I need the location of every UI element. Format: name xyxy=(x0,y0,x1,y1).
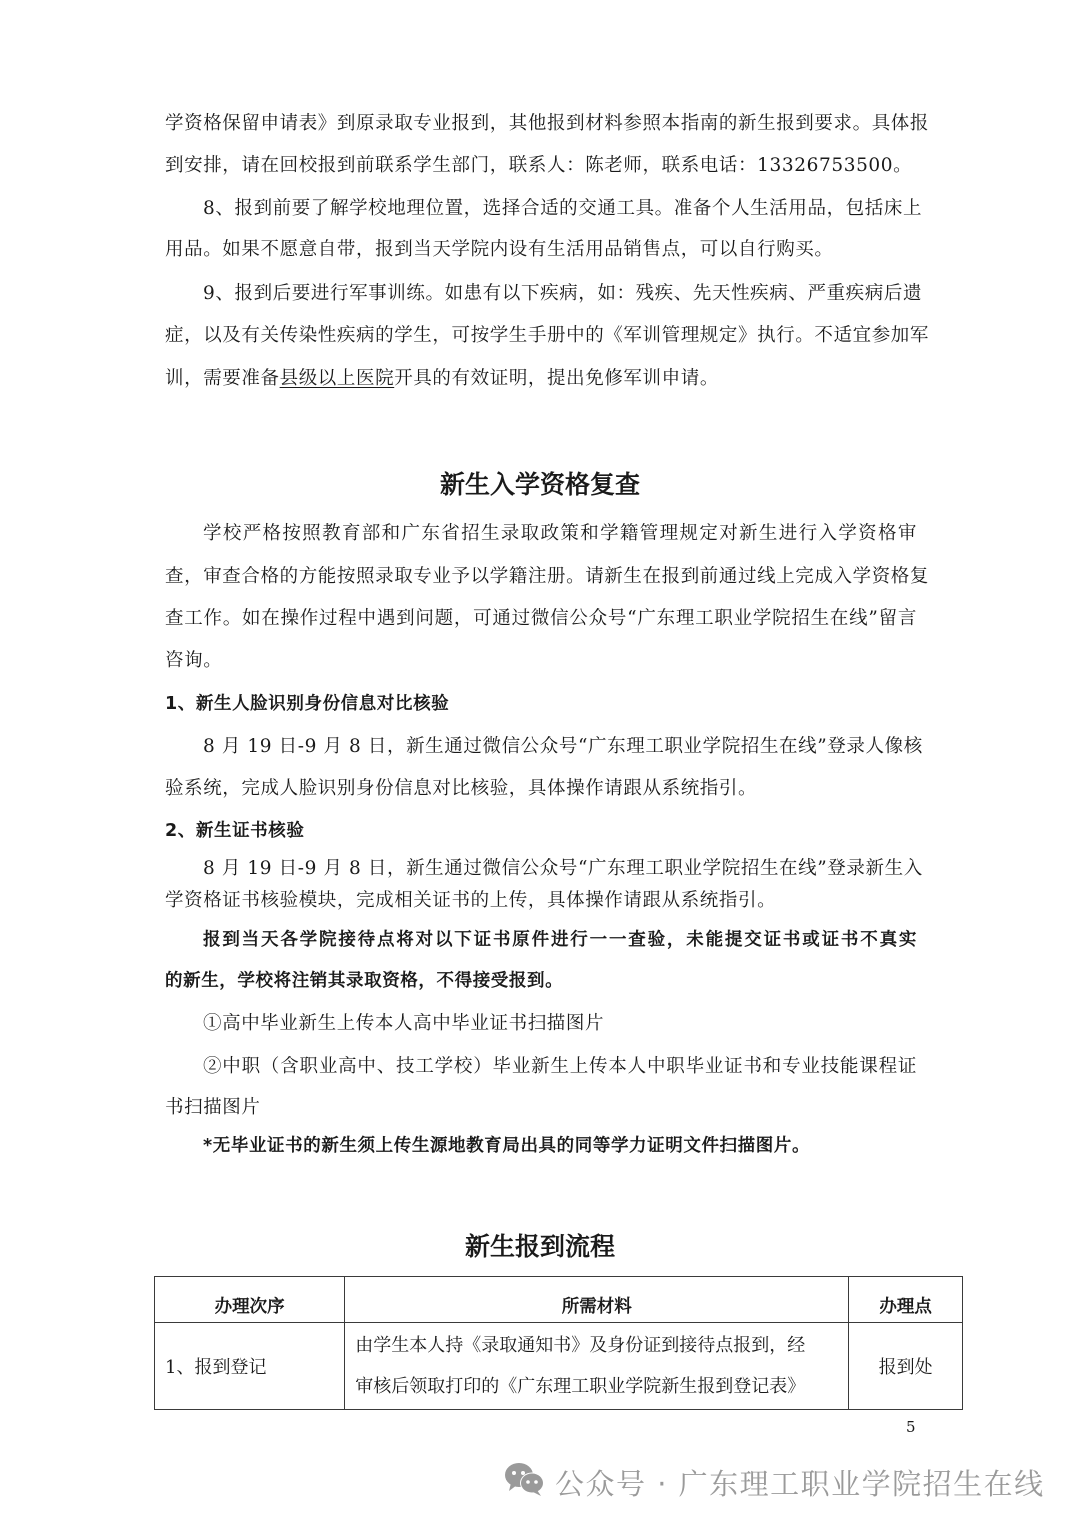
sub1-body-line: 8 月 19 日-9 月 8 日，新生通过微信公众号“广东理工职业学院招生在线”登录人像核 xyxy=(203,736,923,757)
materials-line: 审核后领取打印的《广东理工职业学院新生报到登记表》 xyxy=(355,1376,806,1397)
sub2-body-line: 8 月 19 日-9 月 8 日，新生通过微信公众号“广东理工职业学院招生在线”登录新生入 xyxy=(203,858,923,879)
paragraph-line: 到安排，请在回校报到前联系学生部门，联系人：陈老师，联系电话：13326753500。 xyxy=(165,155,913,176)
header-step: 办理次序 xyxy=(155,1277,345,1323)
note-line: *无毕业证书的新生须上传生源地教育局出具的同等学力证明文件扫描图片。 xyxy=(203,1136,811,1156)
list-item-vocational-cont: 书扫描图片 xyxy=(165,1097,261,1118)
item-9-line: 9、报到后要进行军事训练。如患有以下疾病，如：残疾、先天性疾病、严重疾病后遗 xyxy=(203,283,923,304)
header-materials: 所需材料 xyxy=(345,1277,849,1323)
item-8-line: 8、报到前要了解学校地理位置，选择合适的交通工具。准备个人生活用品，包括床上 xyxy=(203,198,923,219)
sub1-body-line: 验系统，完成人脸识别身份信息对比核验，具体操作请跟从系统指引。 xyxy=(165,778,758,799)
table-row xyxy=(155,1323,963,1410)
wechat-icon xyxy=(503,1461,555,1504)
warning-line: 的新生，学校将注销其录取资格，不得接受报到。 xyxy=(165,971,564,991)
underlined-text: 县级以上医院 xyxy=(279,368,395,389)
item-9-line: 症，以及有关传染性疾病的学生，可按学生手册中的《军训管理规定》执行。不适宜参加军 xyxy=(165,325,930,346)
review-intro-line: 咨询。 xyxy=(165,650,223,671)
sub2-body-line: 学资格证书核验模块，完成相关证书的上传，具体操作请跟从系统指引。 xyxy=(165,890,777,911)
list-item-vocational: ②中职（含职业高中、技工学校）毕业新生上传本人中职毕业证书和专业技能课程证 xyxy=(203,1056,917,1077)
paragraph-line: 学资格保留申请表》到原录取专业报到，其他报到材料参照本指南的新生报到要求。具体报 xyxy=(165,113,930,134)
table-header-row xyxy=(155,1277,963,1323)
section-title-flow: 新生报到流程 xyxy=(464,1232,615,1261)
registration-flow-table xyxy=(154,1276,963,1410)
list-item-highschool: ①高中毕业新生上传本人高中毕业证书扫描图片 xyxy=(203,1013,605,1034)
materials-line: 由学生本人持《录取通知书》及身份证到接待点报到，经 xyxy=(355,1335,806,1356)
wechat-watermark xyxy=(503,1462,1045,1502)
text-segment: 训，需要准备 xyxy=(165,368,280,389)
header-location: 办理点 xyxy=(849,1277,963,1323)
review-intro-line: 查，审查合格的方能按照录取专业予以学籍注册。请新生在报到前通过线上完成入学资格复 xyxy=(165,566,930,587)
review-intro-line: 查工作。如在操作过程中遇到问题，可通过微信公众号“广东理工职业学院招生在线”留言 xyxy=(165,608,917,629)
item-8-line: 用品。如果不愿意自带，报到当天学院内设有生活用品销售点，可以自行购买。 xyxy=(165,239,834,260)
cell-materials xyxy=(345,1323,849,1410)
watermark-text: 公众号 · 广东理工职业学院招生在线 xyxy=(555,1466,1045,1501)
page-number: 5 xyxy=(906,1418,916,1436)
subheading-face-verification: 1、新生人脸识别身份信息对比核验 xyxy=(165,694,450,714)
item-9-line xyxy=(165,367,917,391)
section-title-review: 新生入学资格复查 xyxy=(439,470,640,499)
cell-step: 1、报到登记 xyxy=(155,1323,345,1410)
text-segment: 开具的有效证明，提出免修军训申请。 xyxy=(394,368,719,389)
subheading-certificate-verification: 2、新生证书核验 xyxy=(165,821,305,841)
warning-line: 报到当天各学院接待点将对以下证书原件进行一一查验，未能提交证书或证书不真实 xyxy=(203,930,917,950)
review-intro-line: 学校严格按照教育部和广东省招生录取政策和学籍管理规定对新生进行入学资格审 xyxy=(203,523,917,544)
cell-location: 报到处 xyxy=(849,1323,963,1410)
